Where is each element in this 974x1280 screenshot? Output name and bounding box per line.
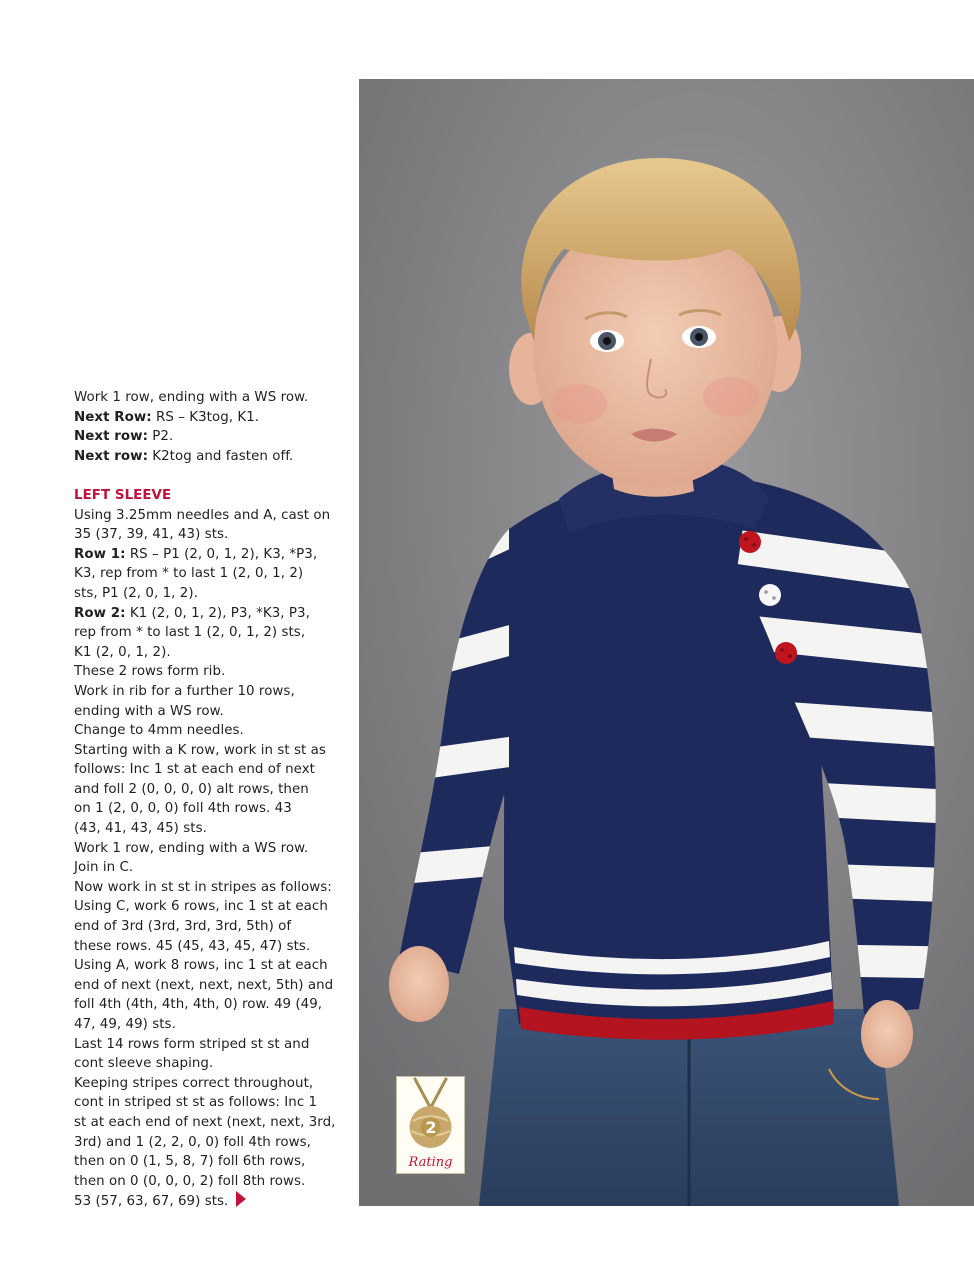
body-line-text: 35 (37, 39, 41, 43) sts.	[74, 527, 229, 543]
body-line	[74, 506, 346, 526]
intro-line-text: RS – K3tog, K1.	[151, 409, 260, 425]
body-line-label: Row 1:	[74, 546, 126, 562]
body-line-text: end of next (next, next, next, 5th) and	[74, 977, 334, 993]
body-line	[74, 643, 346, 663]
rating-badge	[396, 1076, 465, 1174]
body-line	[74, 584, 346, 604]
body-line-text: K1 (2, 0, 1, 2), P3, *K3, P3,	[125, 605, 310, 621]
body-line-text: these rows. 45 (45, 43, 45, 47) sts.	[74, 938, 311, 954]
body-line-text: ending with a WS row.	[74, 703, 224, 719]
body-line	[74, 682, 346, 702]
body-line	[74, 956, 346, 976]
intro-line-text: P2.	[147, 429, 174, 445]
body-line	[74, 858, 346, 878]
yarn-ball-icon	[397, 1077, 464, 1157]
body-line	[74, 1191, 346, 1212]
body-line-text: end of 3rd (3rd, 3rd, 3rd, 5th) of	[74, 919, 292, 935]
body-line-text: RS – P1 (2, 0, 1, 2), K3, *P3,	[125, 546, 318, 562]
body-line-text: 53 (57, 63, 67, 69) sts.	[74, 1194, 229, 1210]
body-line	[74, 1113, 346, 1133]
body-line-text: st at each end of next (next, next, 3rd,	[74, 1114, 336, 1130]
body-line-text: (43, 41, 43, 45) sts.	[74, 821, 207, 837]
body-line-text: Join in C.	[74, 860, 134, 876]
body-line	[74, 878, 346, 898]
body-line	[74, 1152, 346, 1172]
body-line-text: then on 0 (1, 5, 8, 7) foll 6th rows,	[74, 1154, 306, 1170]
body-line	[74, 545, 346, 565]
body-line-text: These 2 rows form rib.	[74, 664, 226, 680]
product-photo	[359, 79, 974, 1206]
body-line-text: then on 0 (0, 0, 0, 2) foll 8th rows.	[74, 1173, 306, 1189]
intro-line-label: Next row:	[74, 448, 148, 464]
body-line	[74, 1035, 346, 1055]
intro-line-text: Work 1 row, ending with a WS row.	[74, 390, 309, 405]
body-line-text: 3rd) and 1 (2, 2, 0, 0) foll 4th rows,	[74, 1134, 311, 1150]
rating-label: Rating	[408, 1155, 453, 1170]
intro-line	[74, 447, 346, 467]
body-line	[74, 937, 346, 957]
body-line-text: Using 3.25mm needles and A, cast on	[74, 507, 331, 523]
body-line-text: Keeping stripes correct throughout,	[74, 1075, 314, 1091]
body-line-text: cont sleeve shaping.	[74, 1056, 214, 1072]
body-line	[74, 564, 346, 584]
body-line	[74, 839, 346, 859]
body-line	[74, 819, 346, 839]
intro-line	[74, 388, 346, 408]
body-line	[74, 662, 346, 682]
body-line	[74, 721, 346, 741]
body-line	[74, 525, 346, 545]
rating-value: 2	[425, 1118, 437, 1137]
body-line	[74, 897, 346, 917]
body-line	[74, 917, 346, 937]
body-line-text: Last 14 rows form striped st st and	[74, 1036, 310, 1052]
body-line-text: K3, rep from * to last 1 (2, 0, 1, 2)	[74, 566, 304, 582]
body-line	[74, 760, 346, 780]
body-line	[74, 1074, 346, 1094]
body-line-text: cont in striped st st as follows: Inc 1	[74, 1095, 318, 1111]
body-line	[74, 1172, 346, 1192]
body-line-text: Work 1 row, ending with a WS row.	[74, 840, 309, 856]
body-line-text: sts, P1 (2, 0, 1, 2).	[74, 585, 198, 601]
body-line	[74, 1133, 346, 1153]
body-line-text: Now work in st st in stripes as follows:	[74, 879, 332, 895]
body-line-text: on 1 (2, 0, 0, 0) foll 4th rows. 43	[74, 801, 292, 817]
intro-line-label: Next Row:	[74, 409, 152, 425]
section-heading: LEFT SLEEVE	[74, 487, 172, 503]
body-line	[74, 741, 346, 761]
body-line-text: 47, 49, 49) sts.	[74, 1017, 176, 1032]
body-line-text: K1 (2, 0, 1, 2).	[74, 644, 171, 660]
intro-line	[74, 408, 346, 428]
body-line-text: Starting with a K row, work in st st as	[74, 742, 326, 758]
body-line-text: foll 4th (4th, 4th, 4th, 0) row. 49 (49,	[74, 997, 323, 1013]
left-sleeve-instructions	[74, 506, 346, 1212]
body-line	[74, 799, 346, 819]
hand-right	[861, 1000, 913, 1068]
body-line	[74, 623, 346, 643]
body-line	[74, 604, 346, 624]
body-line	[74, 702, 346, 722]
intro-block	[74, 388, 346, 466]
body-line-text: Using A, work 8 rows, inc 1 st at each	[74, 958, 328, 974]
continue-arrow-icon	[236, 1191, 246, 1207]
intro-line-text: K2tog and fasten off.	[147, 448, 294, 464]
body-line-text: Using C, work 6 rows, inc 1 st at each	[74, 899, 328, 915]
hand-left	[389, 946, 449, 1022]
body-line	[74, 976, 346, 996]
pattern-text	[74, 388, 346, 1212]
body-line	[74, 995, 346, 1015]
body-line-label: Row 2:	[74, 605, 126, 621]
intro-line-label: Next row:	[74, 429, 148, 445]
body-line	[74, 1054, 346, 1074]
body-line-text: Change to 4mm needles.	[74, 723, 244, 739]
body-line-text: Work in rib for a further 10 rows,	[74, 683, 295, 699]
body-line	[74, 1015, 346, 1035]
body-line	[74, 780, 346, 800]
intro-line	[74, 427, 346, 447]
body-line-text: rep from * to last 1 (2, 0, 1, 2) sts,	[74, 625, 306, 641]
body-line	[74, 1093, 346, 1113]
body-line-text: follows: Inc 1 st at each end of next	[74, 762, 315, 778]
body-line-text: and foll 2 (0, 0, 0, 0) alt rows, then	[74, 781, 309, 797]
